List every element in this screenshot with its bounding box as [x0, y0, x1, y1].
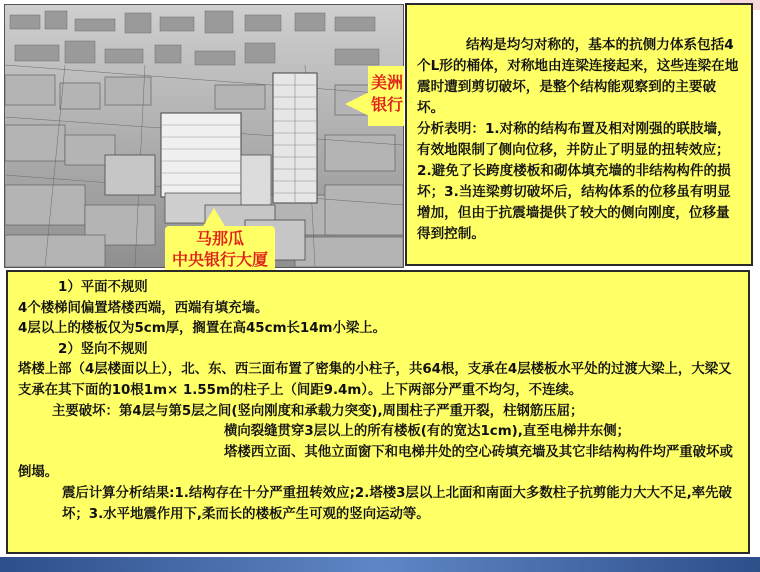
vertical-description: 塔楼上部（4层楼面以上），北、东、西三面布置了密集的小柱子，共64根，支承在4层楼板水平处的过渡大梁上，大梁又支承在其下面的10根1m× 1.55m的柱子上（间距9.4m）。上下两部分严重不均匀，不连续。 — [18, 362, 732, 398]
damage-line-2: 横向裂缝贯穿3层以上的所有楼板(有的宽达1cm),直至电梯井东侧； — [224, 424, 631, 440]
callout-pointer — [345, 92, 369, 116]
callout-pointer-bottom — [202, 208, 226, 228]
damage-line-1: 主要破坏：第4层与第5层之间(竖向刚度和承载力突变),周围柱子严重开裂，柱钢筋压屈； — [52, 403, 584, 419]
plan-line-2: 4层以上的楼板仅为5cm厚，搁置在高45cm长14m小梁上。 — [18, 321, 387, 337]
label-bank-of-america-line1: 美洲 — [370, 73, 403, 92]
plan-line-1: 4个楼梯间偏置塔楼西端，西端有填充墙。 — [18, 300, 269, 316]
heading-vertical-irregularity: 2）竖向不规则 — [58, 341, 148, 357]
irregularity-description-box — [6, 270, 750, 554]
analysis-note-box — [405, 3, 753, 266]
label-bank-of-america — [368, 72, 406, 116]
label-central-bank-line1: 马那瓜 — [195, 229, 244, 248]
footer-bar — [0, 557, 760, 572]
label-central-bank-line2: 中央银行大厦 — [171, 250, 268, 269]
heading-plan-irregularity: 1）平面不规则 — [58, 280, 148, 295]
post-earthquake-analysis: 震后计算分析结果:1.结构存在十分严重扭转效应;2.塔楼3层以上北面和南面大多数柱子抗剪能力大大不足,率先破坏；3.水平地震作用下,柔而长的楼板产生可观的竖向运动等。 — [62, 485, 732, 522]
label-bank-of-america-line2: 银行 — [370, 95, 403, 114]
analysis-results: 分析表明：1.对称的结构布置及相对刚强的联肢墙，有效地限制了侧向位移，并防止了明显的扭转效应；2.避免了长跨度楼板和砌体填充墙的非结构构件的损坏；3.当连梁剪切破坏后，结构体系的位移虽有明显增加，但由于抗震墙提供了较大的侧向刚度，位移量得到控制。 — [417, 121, 731, 242]
damage-line-3 — [18, 443, 740, 484]
structure-description: 结构是均匀对称的，基本的抗侧力体系包括4个L形的桶体，对称地由连梁连接起来，这些连梁在地震时遭到剪切破坏，是整个结构能观察到的主要破坏。 — [417, 37, 739, 116]
damage-line-3-text: 塔楼西立面、其他立面窗下和电梯井处的空心砖填充墙及其它非结构构件均严重破坏或倒塌。 — [18, 444, 733, 481]
label-central-bank — [160, 228, 280, 270]
